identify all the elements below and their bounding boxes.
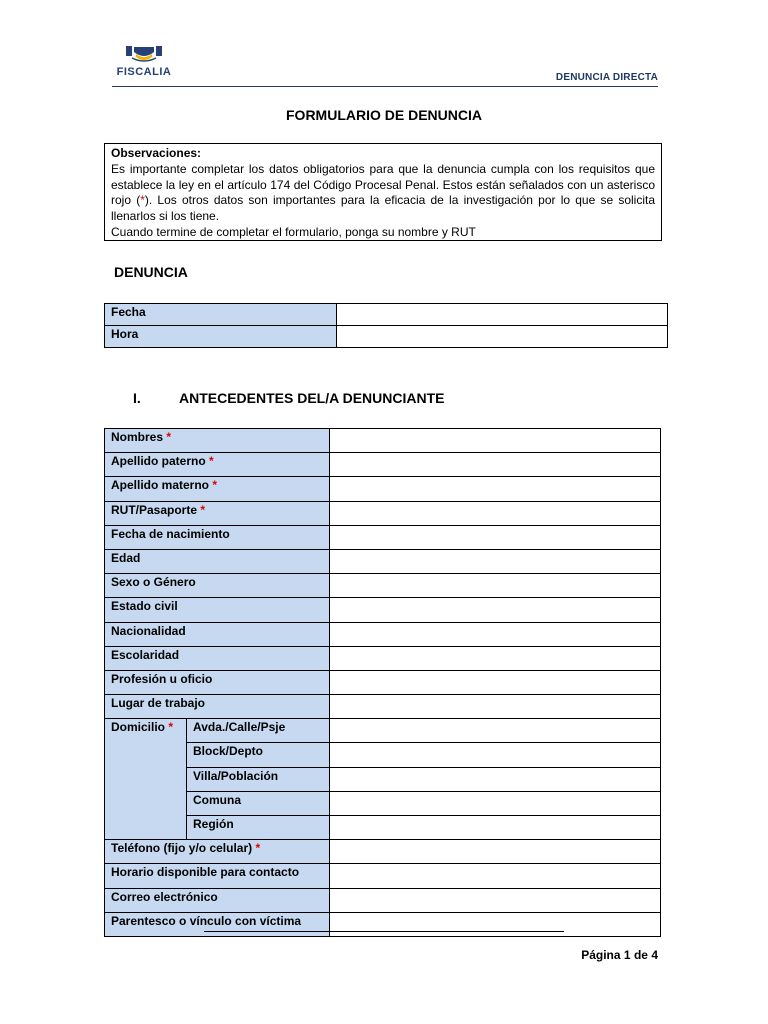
edad-label: Edad <box>105 549 330 573</box>
header-tag: DENUNCIA DIRECTA <box>555 72 658 83</box>
fecha-label: Fecha <box>105 304 337 326</box>
table-row <box>105 453 661 477</box>
comuna-field[interactable] <box>330 791 661 815</box>
parentesco-label: Parentesco o vínculo con víctima <box>105 912 330 936</box>
table-row <box>105 574 661 598</box>
table-row <box>105 670 661 694</box>
table-row <box>105 695 661 719</box>
table-row <box>105 501 661 525</box>
table-row <box>105 864 661 888</box>
table-row <box>105 767 661 791</box>
table-row <box>105 525 661 549</box>
nombres-field[interactable] <box>330 429 661 453</box>
edad-field[interactable] <box>330 549 661 573</box>
denuncia-heading: DENUNCIA <box>114 264 188 280</box>
calle-field[interactable] <box>330 719 661 743</box>
correo-field[interactable] <box>330 888 661 912</box>
estado-civil-field[interactable] <box>330 598 661 622</box>
nacionalidad-field[interactable] <box>330 622 661 646</box>
apellido-paterno-label: Apellido paterno * <box>105 453 330 477</box>
horario-field[interactable] <box>330 864 661 888</box>
observations-text-3: Cuando termine de completar el formulario, ponga su nombre y RUT <box>111 224 476 239</box>
logo-text: FISCALIA <box>116 66 172 78</box>
table-row <box>105 622 661 646</box>
villa-field[interactable] <box>330 767 661 791</box>
hora-label: Hora <box>105 326 337 348</box>
section-heading <box>133 390 445 406</box>
fecha-field[interactable] <box>337 304 668 326</box>
calle-label: Avda./Calle/Psje <box>187 719 330 743</box>
footer-divider <box>204 931 564 932</box>
rut-field[interactable] <box>330 501 661 525</box>
region-label: Región <box>187 816 330 840</box>
apellido-paterno-field[interactable] <box>330 453 661 477</box>
fecha-nacimiento-field[interactable] <box>330 525 661 549</box>
apellido-materno-label: Apellido materno * <box>105 477 330 501</box>
observations-box <box>104 143 662 241</box>
denunciante-table <box>104 428 661 937</box>
section-title: ANTECEDENTES DEL/A DENUNCIANTE <box>179 390 445 406</box>
table-row <box>105 912 661 936</box>
rut-label: RUT/Pasaporte * <box>105 501 330 525</box>
table-row <box>105 791 661 815</box>
sexo-field[interactable] <box>330 574 661 598</box>
nombres-label: Nombres * <box>105 429 330 453</box>
nacionalidad-label: Nacionalidad <box>105 622 330 646</box>
parentesco-field[interactable] <box>330 912 661 936</box>
observations-title: Observaciones: <box>111 146 202 160</box>
horario-label: Horario disponible para contacto <box>105 864 330 888</box>
escolaridad-label: Escolaridad <box>105 646 330 670</box>
telefono-label: Teléfono (fijo y/o celular) * <box>105 840 330 864</box>
hora-field[interactable] <box>337 326 668 348</box>
apellido-materno-field[interactable] <box>330 477 661 501</box>
block-field[interactable] <box>330 743 661 767</box>
profesion-field[interactable] <box>330 670 661 694</box>
date-time-table <box>104 303 668 348</box>
telefono-field[interactable] <box>330 840 661 864</box>
sexo-label: Sexo o Género <box>105 574 330 598</box>
block-label: Block/Depto <box>187 743 330 767</box>
domicilio-label: Domicilio * <box>105 719 187 840</box>
section-number: I. <box>133 390 141 406</box>
table-row <box>105 304 668 326</box>
table-row <box>105 646 661 670</box>
profesion-label: Profesión u oficio <box>105 670 330 694</box>
table-row <box>105 743 661 767</box>
table-row <box>105 888 661 912</box>
table-row <box>105 719 661 743</box>
correo-label: Correo electrónico <box>105 888 330 912</box>
table-row <box>105 816 661 840</box>
observations-text-2: ). Los otros datos son importantes para la eficacia de la investigación por lo que se solicita llenarlos si los tiene. <box>111 193 656 224</box>
escolaridad-field[interactable] <box>330 646 661 670</box>
estado-civil-label: Estado civil <box>105 598 330 622</box>
lugar-trabajo-label: Lugar de trabajo <box>105 695 330 719</box>
header-divider <box>112 86 658 87</box>
observations-text-1: Es importante completar los datos obligatorios para que la denuncia cumpla con los requisitos que establece la ley en el artículo 174 del Código Procesal Penal. Estos están señalados con un asterisco rojo ( <box>111 161 655 208</box>
table-row <box>105 326 668 348</box>
villa-label: Villa/Población <box>187 767 330 791</box>
table-row <box>105 549 661 573</box>
comuna-label: Comuna <box>187 791 330 815</box>
lugar-trabajo-field[interactable] <box>330 695 661 719</box>
page-number: Página 1 de 4 <box>581 948 658 962</box>
table-row <box>105 840 661 864</box>
table-row <box>105 477 661 501</box>
fecha-nacimiento-label: Fecha de nacimiento <box>105 525 330 549</box>
required-asterisk: * <box>140 193 145 208</box>
region-field[interactable] <box>330 816 661 840</box>
form-title: FORMULARIO DE DENUNCIA <box>286 107 482 123</box>
table-row <box>105 429 661 453</box>
table-row <box>105 598 661 622</box>
